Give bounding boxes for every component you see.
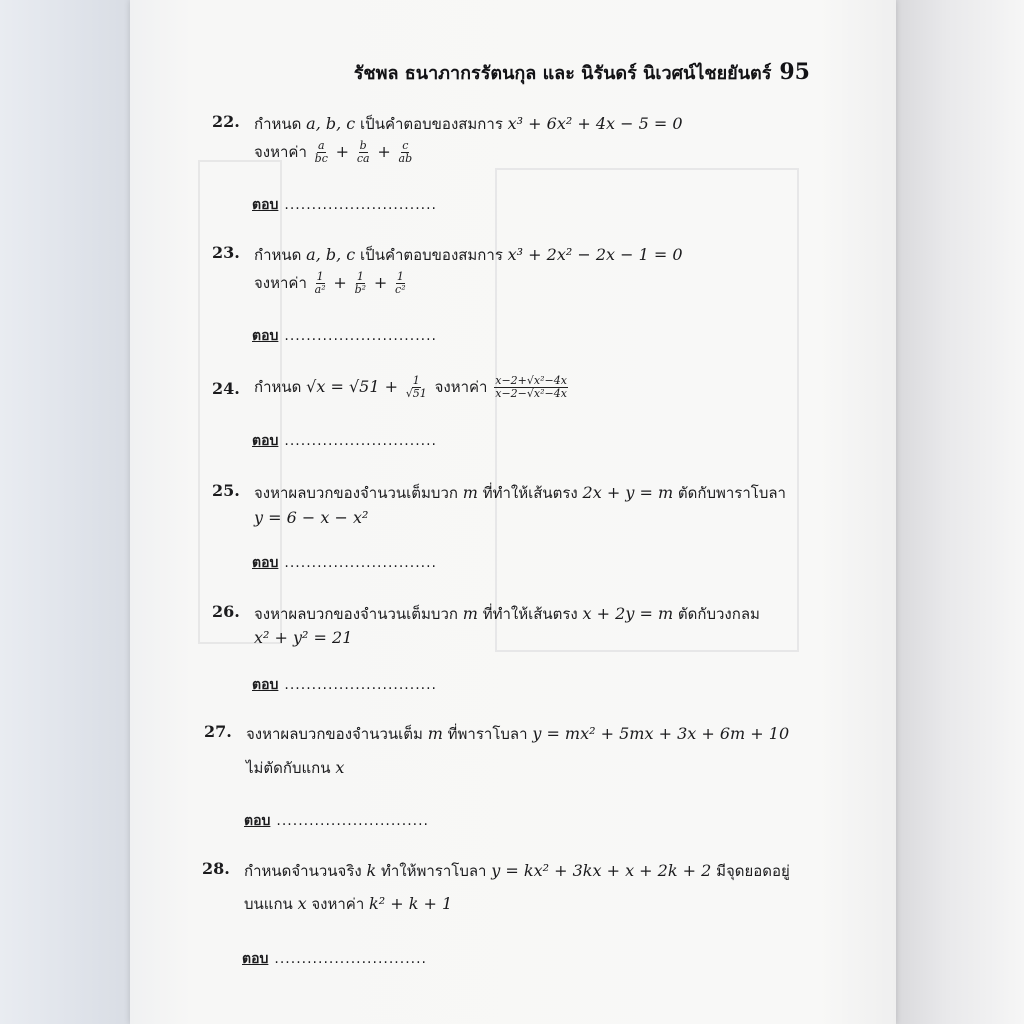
answer-line bbox=[252, 430, 437, 452]
problem-statement-cont bbox=[244, 892, 452, 916]
answer-label: ตอบ bbox=[252, 433, 279, 449]
numerator: 1 bbox=[316, 270, 324, 283]
numerator: 1 bbox=[356, 270, 364, 283]
problem-question bbox=[254, 271, 409, 296]
numerator: c bbox=[402, 139, 409, 152]
fraction bbox=[314, 140, 329, 165]
problem-statement bbox=[246, 722, 789, 746]
text: ทำให้พาราโบลา bbox=[380, 862, 487, 880]
problem-statement-cont bbox=[246, 756, 344, 780]
operator: + bbox=[377, 142, 391, 161]
answer-blank: ............................ bbox=[276, 813, 429, 829]
math-variable: m bbox=[462, 483, 478, 502]
text: มีจุดยอดอยู่ bbox=[716, 862, 790, 880]
numerator: b bbox=[359, 139, 367, 152]
math-variable: x bbox=[297, 894, 307, 913]
math-variable: m bbox=[427, 724, 443, 743]
book-page bbox=[130, 0, 896, 1024]
fraction bbox=[354, 271, 367, 296]
answer-blank: ............................ bbox=[284, 197, 437, 213]
denominator: ab bbox=[398, 152, 413, 165]
running-header bbox=[354, 58, 810, 87]
math-variable: k bbox=[366, 861, 377, 880]
denominator: bc bbox=[314, 152, 328, 165]
math-equation: x + 2y = m bbox=[582, 604, 674, 623]
text: ที่ทำให้เส้นตรง bbox=[482, 484, 578, 502]
text: ตัดกับพาราโบลา bbox=[677, 484, 786, 502]
answer-line bbox=[252, 325, 437, 347]
page-number: 95 bbox=[779, 59, 810, 85]
numerator: 1 bbox=[412, 374, 420, 387]
denominator: ca bbox=[356, 152, 370, 165]
answer-label: ตอบ bbox=[244, 813, 271, 829]
fraction bbox=[398, 140, 414, 165]
answer-blank: ............................ bbox=[274, 951, 427, 967]
text: กำหนด bbox=[254, 115, 302, 133]
bleed-through-table-right bbox=[495, 168, 799, 652]
text: จงหาค่า bbox=[254, 143, 307, 161]
fraction bbox=[494, 375, 568, 400]
text: ไม่ตัดกับแกน bbox=[246, 759, 331, 777]
numerator: x−2+√x²−4x bbox=[495, 374, 567, 387]
problem-question bbox=[254, 140, 415, 165]
desk-background-right bbox=[896, 0, 1024, 1024]
text: เป็นคำตอบของสมการ bbox=[360, 115, 503, 133]
text: จงหาค่า bbox=[254, 274, 307, 292]
math-equation: k² + k + 1 bbox=[369, 894, 453, 913]
operator: + bbox=[333, 273, 347, 292]
math-equation: 2x + y = m bbox=[582, 483, 674, 502]
answer-line bbox=[252, 194, 437, 216]
problem-statement bbox=[254, 112, 683, 136]
text: เป็นคำตอบของสมการ bbox=[360, 246, 503, 264]
denominator: a² bbox=[314, 283, 326, 296]
math-variables: a, b, c bbox=[306, 245, 356, 264]
denominator: √51 bbox=[405, 387, 427, 400]
math-equation: x³ + 6x² + 4x − 5 = 0 bbox=[507, 114, 683, 133]
answer-label: ตอบ bbox=[252, 197, 279, 213]
text: กำหนด bbox=[254, 378, 302, 396]
answer-label: ตอบ bbox=[252, 328, 279, 344]
answer-label: ตอบ bbox=[242, 951, 269, 967]
operator: + bbox=[373, 273, 388, 292]
fraction bbox=[314, 271, 327, 296]
math-equation: y = kx² + 3kx + x + 2k + 2 bbox=[491, 861, 712, 880]
problem-statement bbox=[244, 859, 790, 883]
problem-number: 23. bbox=[212, 243, 240, 262]
answer-blank: ............................ bbox=[284, 433, 437, 449]
problem-statement bbox=[254, 481, 786, 505]
text: ที่ทำให้เส้นตรง bbox=[482, 605, 578, 623]
answer-blank: ............................ bbox=[284, 677, 437, 693]
header-authors: รัชพล ธนาภากรรัตนกุล และ นิรันดร์ นิเวศน์ไชยยันตร์ bbox=[353, 63, 772, 84]
text: ที่พาราโบลา bbox=[447, 725, 528, 743]
problem-number: 22. bbox=[212, 112, 240, 131]
desk-background-left bbox=[0, 0, 130, 1024]
fraction bbox=[356, 140, 371, 165]
math-equation: x³ + 2x² − 2x − 1 = 0 bbox=[507, 245, 683, 264]
text: จงหาค่า bbox=[311, 895, 365, 913]
text: จงหาผลบวกของจำนวนเต็มบวก bbox=[254, 605, 458, 623]
math-equation: y = mx² + 5mx + 3x + 6m + 10 bbox=[532, 724, 790, 743]
numerator: a bbox=[317, 139, 325, 152]
problem-statement bbox=[254, 243, 683, 267]
problem-statement-cont bbox=[254, 628, 352, 647]
answer-line bbox=[244, 810, 429, 832]
answer-line bbox=[242, 948, 427, 970]
problem-statement-cont bbox=[254, 508, 368, 527]
denominator: b² bbox=[354, 283, 367, 296]
numerator: 1 bbox=[396, 270, 404, 283]
problem-number: 25. bbox=[212, 481, 240, 500]
answer-label: ตอบ bbox=[252, 677, 279, 693]
text: ตัดกับวงกลม bbox=[677, 605, 760, 623]
problem-number: 26. bbox=[212, 602, 240, 621]
math-variable: m bbox=[462, 604, 478, 623]
answer-blank: ............................ bbox=[284, 328, 437, 344]
fraction bbox=[405, 375, 428, 400]
fraction bbox=[394, 271, 407, 296]
text: จงหาผลบวกของจำนวนเต็ม bbox=[246, 725, 423, 743]
problem-statement bbox=[254, 375, 570, 400]
answer-label: ตอบ bbox=[252, 555, 279, 571]
text: จงหาผลบวกของจำนวนเต็มบวก bbox=[254, 484, 458, 502]
math-variable: x bbox=[335, 758, 345, 777]
answer-line bbox=[252, 552, 437, 574]
answer-blank: ............................ bbox=[284, 555, 437, 571]
text: บนแกน bbox=[244, 895, 293, 913]
text: กำหนดจำนวนจริง bbox=[244, 862, 362, 880]
problem-number: 28. bbox=[202, 859, 230, 878]
denominator: x−2−√x²−4x bbox=[495, 387, 567, 400]
math-variables: a, b, c bbox=[306, 114, 356, 133]
problem-number: 27. bbox=[204, 722, 232, 741]
text: กำหนด bbox=[254, 246, 302, 264]
problem-statement bbox=[254, 602, 760, 626]
math-equation: √x = √51 + bbox=[306, 377, 399, 396]
text: จงหาค่า bbox=[434, 378, 488, 396]
math-equation: x² + y² = 21 bbox=[254, 628, 353, 647]
problem-number: 24. bbox=[212, 379, 240, 398]
math-equation: y = 6 − x − x² bbox=[254, 508, 369, 527]
answer-line bbox=[252, 674, 437, 696]
operator: + bbox=[335, 142, 350, 161]
denominator: c² bbox=[395, 283, 406, 296]
